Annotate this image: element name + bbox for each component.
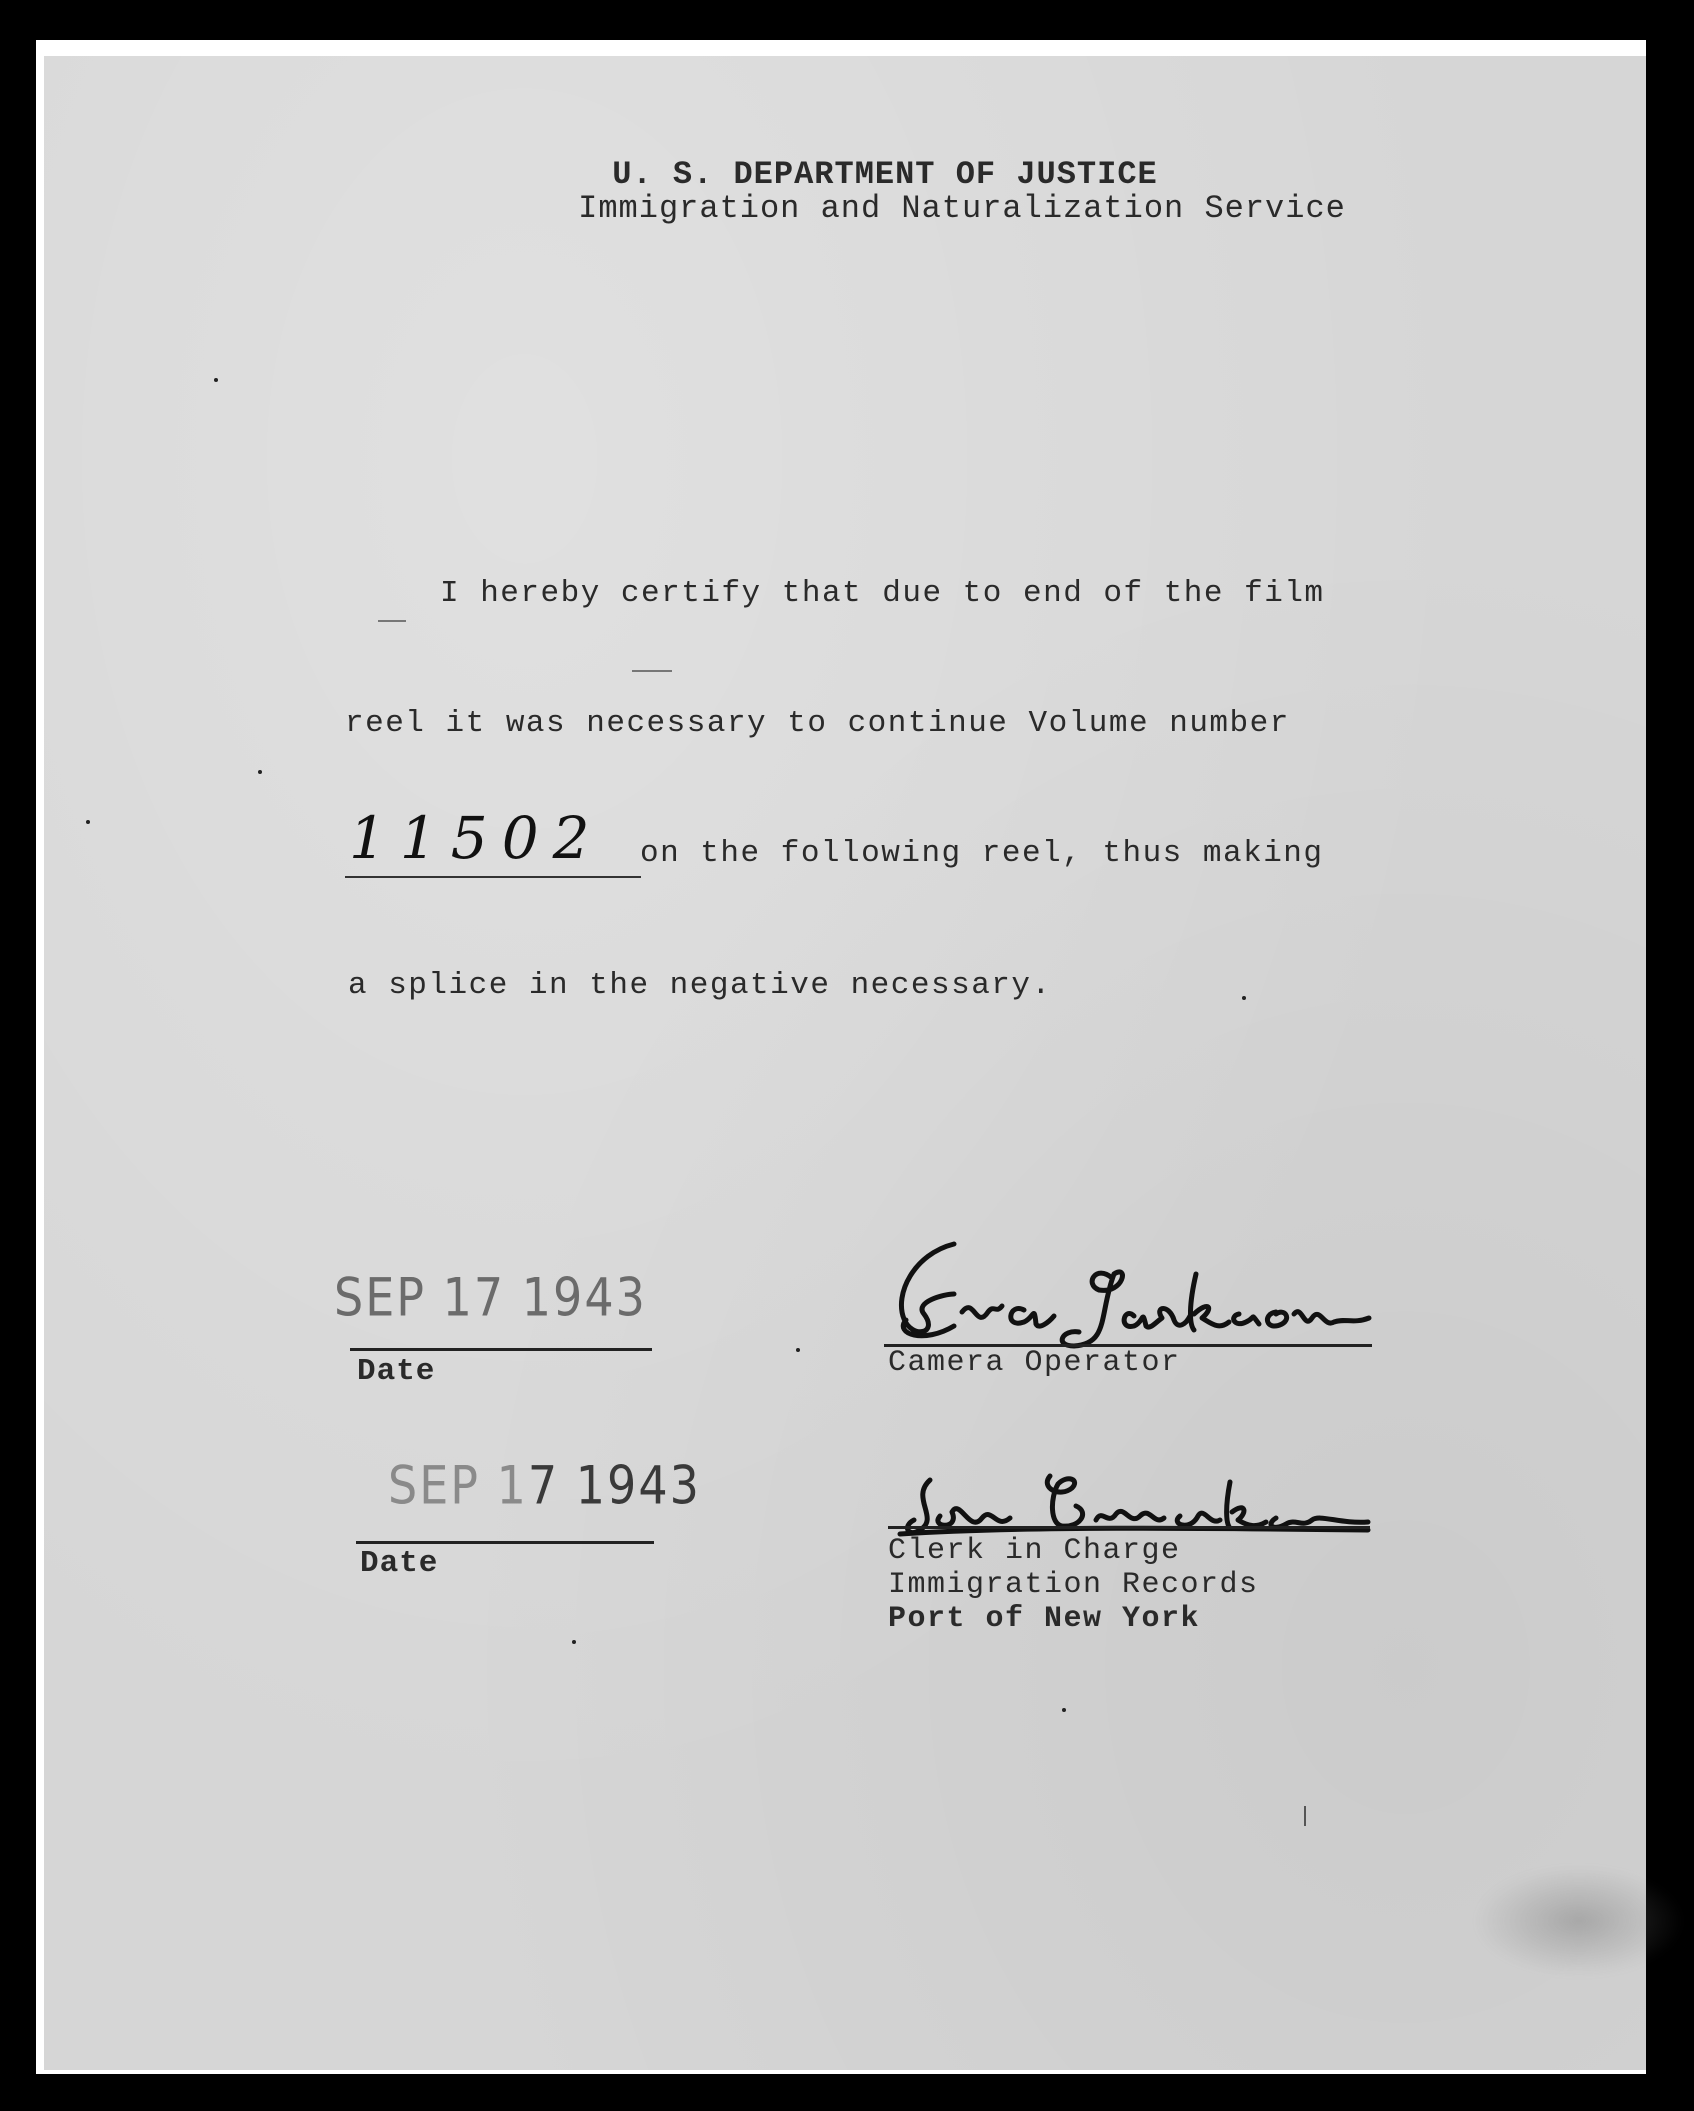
service-heading: Immigration and Naturalization Service <box>578 190 1346 227</box>
date-label-2: Date <box>360 1546 439 1581</box>
clerk-title-line-3: Port of New York <box>888 1602 1201 1636</box>
volume-number-field <box>345 804 641 878</box>
speck <box>572 1640 576 1644</box>
stray-mark <box>632 670 672 672</box>
camera-operator-title: Camera Operator <box>888 1346 1181 1380</box>
volume-number: 11502 <box>349 804 604 872</box>
date-stamp-1: SEP 17 1943 <box>334 1265 647 1329</box>
date-stamp-2-dark: 7 1943 <box>527 1453 701 1517</box>
date-line-2 <box>356 1541 654 1544</box>
speck <box>258 770 262 774</box>
speck <box>796 1348 800 1352</box>
document-page <box>44 56 1646 2070</box>
date-label-1: Date <box>357 1354 436 1389</box>
stray-mark <box>1304 1806 1308 1826</box>
clerk-title-block <box>888 1534 1259 1636</box>
smudge-mark <box>1474 1866 1684 1976</box>
certification-line-1: I hereby certify that due to end of the film <box>440 576 1325 611</box>
date-stamp-2 <box>388 1454 701 1516</box>
clerk-title-line-1: Clerk in Charge <box>888 1534 1181 1568</box>
camera-operator-signature <box>884 1234 1374 1352</box>
date-line-1 <box>350 1348 652 1351</box>
clerk-title-line-2: Immigration Records <box>888 1568 1259 1602</box>
stray-mark <box>378 620 406 622</box>
clerk-line <box>888 1526 1370 1529</box>
certification-line-3: on the following reel, thus making <box>640 836 1324 871</box>
department-heading: U. S. DEPARTMENT OF JUSTICE <box>612 156 1158 193</box>
speck <box>86 820 90 824</box>
date-stamp-2-faint: SEP 1 <box>388 1453 528 1517</box>
certification-line-4: a splice in the negative necessary. <box>348 968 1052 1003</box>
speck <box>1062 1708 1066 1712</box>
speck <box>214 378 218 382</box>
certification-line-2: reel it was necessary to continue Volume number <box>345 706 1290 741</box>
speck <box>1242 996 1246 1000</box>
clerk-signature <box>900 1468 1370 1540</box>
